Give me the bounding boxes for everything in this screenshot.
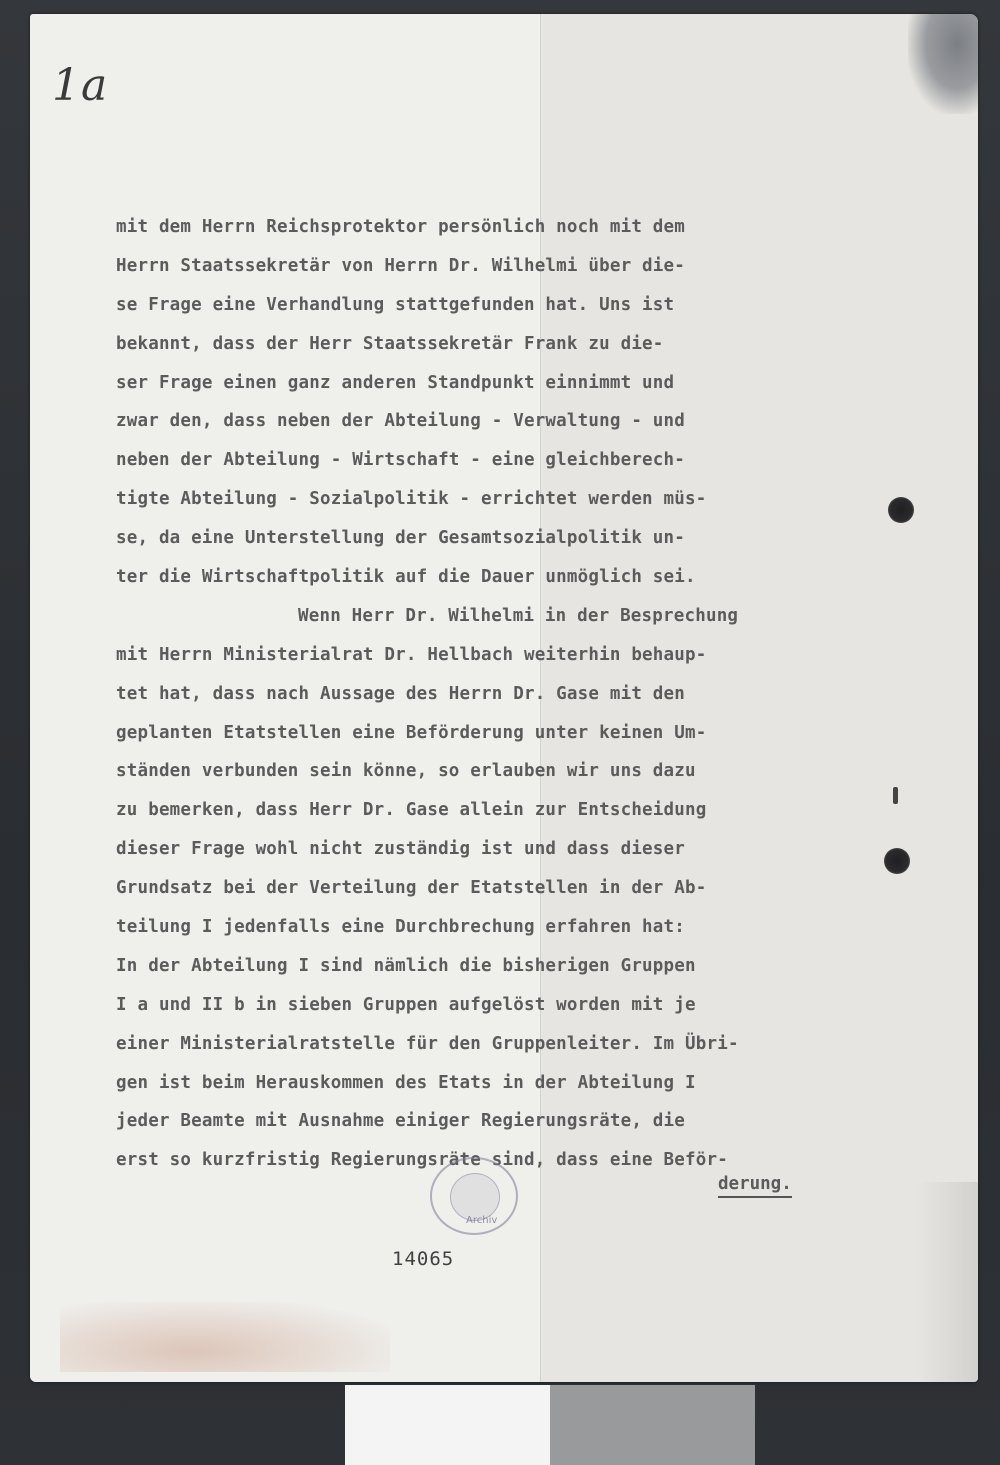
text-line: zu bemerken, dass Herr Dr. Gase allein zur Entscheidung	[116, 800, 707, 821]
text-line: ser Frage einen ganz anderen Standpunkt einnimmt und	[116, 372, 675, 393]
text-line: In der Abteilung I sind nämlich die bisherigen Gruppen	[116, 955, 696, 976]
text-line: Grundsatz bei der Verteilung der Etatstellen in der Ab-	[116, 878, 707, 899]
text-line: tigte Abteilung - Sozialpolitik - errichtet werden müs-	[116, 489, 707, 510]
white-swatch	[345, 1385, 550, 1465]
text-line: ständen verbunden sein könne, so erlauben wir uns dazu	[116, 761, 696, 782]
text-line: tet hat, dass nach Aussage des Herrn Dr. Gase mit den	[116, 683, 686, 704]
text-line-indented: Wenn Herr Dr. Wilhelmi in der Besprechung	[298, 605, 739, 626]
text-line: mit Herrn Ministerialrat Dr. Hellbach weiterhin behaup-	[116, 644, 707, 665]
text-line: einer Ministerialratstelle für den Gruppenleiter. Im Übri-	[116, 1033, 739, 1054]
text-line: se Frage eine Verhandlung stattgefunden hat. Uns ist	[116, 294, 675, 315]
text-line: geplanten Etatstellen eine Beförderung unter keinen Um-	[116, 722, 707, 743]
text-line: dieser Frage wohl nicht zuständig ist und dass dieser	[116, 839, 686, 860]
handwritten-page-note: 1a	[52, 60, 109, 111]
grey-swatch	[550, 1385, 755, 1465]
text-line: ter die Wirtschaftpolitik auf die Dauer unmöglich sei.	[116, 567, 696, 588]
archive-stamp	[430, 1157, 518, 1235]
punch-hole-lower	[884, 848, 910, 874]
text-line: zwar den, dass neben der Abteilung - Verwaltung - und	[116, 411, 686, 432]
text-line: jeder Beamte mit Ausnahme einiger Regierungsräte, die	[116, 1111, 686, 1132]
paper-stain	[60, 1302, 390, 1372]
text-line: bekannt, dass der Herr Staatssekretär Frank zu die-	[116, 333, 664, 354]
catchword: derung.	[718, 1172, 792, 1198]
text-line: se, da eine Unterstellung der Gesamtsozialpolitik un-	[116, 528, 686, 549]
text-line: erst so kurzfristig Regierungsräte sind, dass eine Beför-	[116, 1150, 728, 1171]
text-line: mit dem Herrn Reichsprotektor persönlich noch mit dem	[116, 217, 686, 237]
stamp-label: Archiv	[466, 1215, 498, 1226]
scan-color-bar	[345, 1385, 755, 1465]
page-number: 14065	[392, 1248, 455, 1270]
typed-body-text	[116, 208, 836, 1180]
text-line: teilung I jedenfalls eine Durchbrechung erfahren hat:	[116, 917, 686, 938]
text-line: Herrn Staatssekretär von Herrn Dr. Wilhelmi über die-	[116, 255, 686, 276]
text-line: gen ist beim Herauskommen des Etats in der Abteilung I	[116, 1072, 696, 1093]
torn-corner	[908, 14, 978, 114]
margin-mark	[893, 787, 898, 804]
text-line: neben der Abteilung - Wirtschaft - eine gleichberech-	[116, 450, 686, 471]
punch-hole-upper	[888, 497, 914, 523]
text-line: I a und II b in sieben Gruppen aufgelöst worden mit je	[116, 994, 696, 1015]
